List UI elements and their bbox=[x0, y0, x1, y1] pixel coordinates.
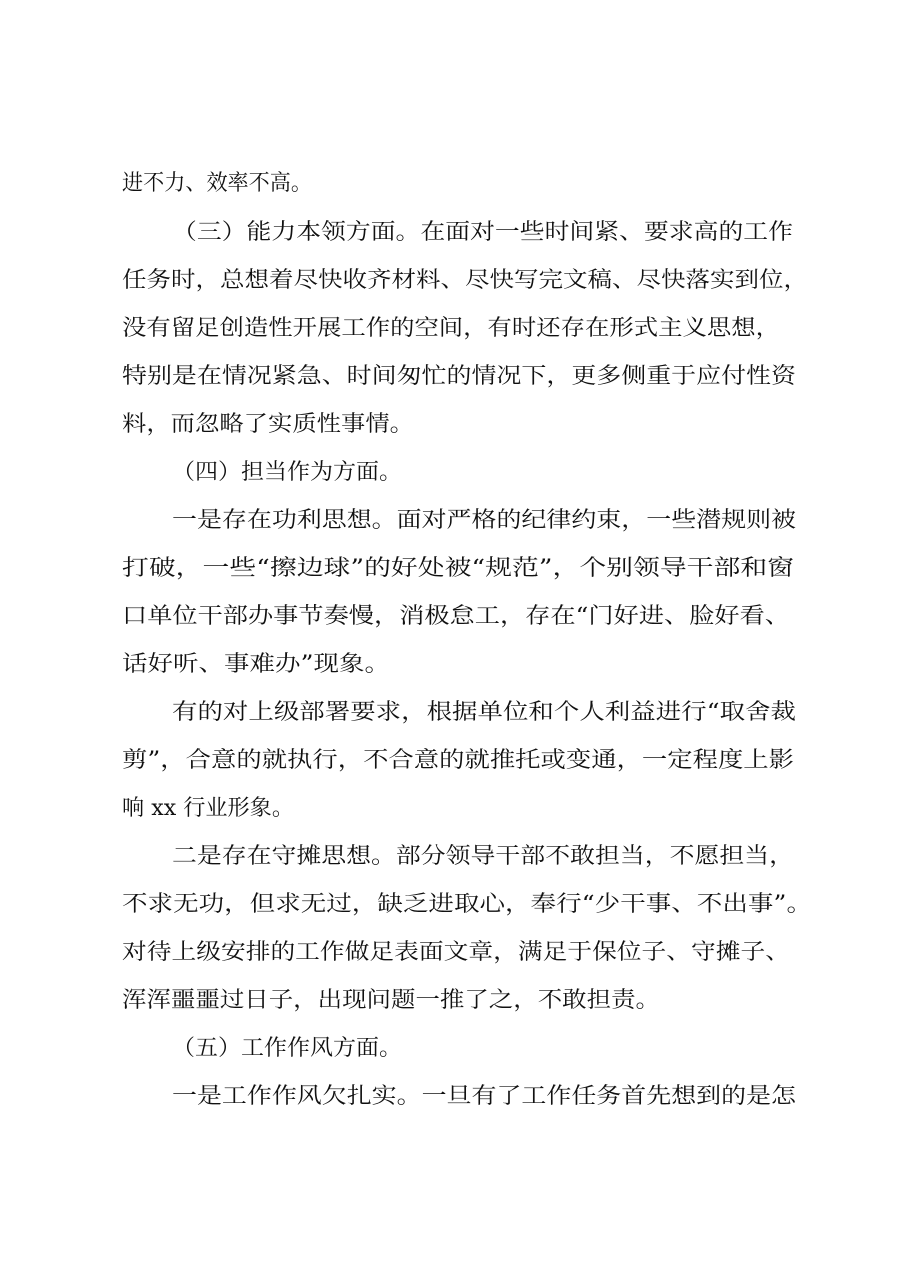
text-line bbox=[0, 643, 909, 687]
line-text: （五）工作作风方面。 bbox=[172, 1036, 402, 1061]
text-line bbox=[0, 835, 909, 879]
line-text: 响 xx 行业形象。 bbox=[122, 796, 294, 821]
text-line bbox=[0, 739, 909, 783]
line-text: 剪”，合意的就执行，不合意的就推托或变通，一定程度上影 bbox=[122, 748, 794, 773]
text-line bbox=[0, 307, 909, 351]
text-line bbox=[0, 787, 909, 831]
line-text: 话好听、事难办”现象。 bbox=[122, 652, 390, 677]
text-line bbox=[0, 979, 909, 1023]
text-line bbox=[0, 931, 909, 975]
text-line bbox=[0, 211, 909, 255]
line-text: 任务时，总想着尽快收齐材料、尽快写完文稿、尽快落实到位， bbox=[122, 268, 808, 293]
text-line bbox=[0, 259, 909, 303]
line-text: 口单位干部办事节奏慢，消极怠工，存在“门好进、脸好看、 bbox=[122, 604, 790, 629]
line-text: 特别是在情况紧急、时间匆忙的情况下，更多侧重于应付性资 bbox=[122, 364, 796, 389]
line-text: 一是工作作风欠扎实。一旦有了工作任务首先想到的是怎 bbox=[172, 1084, 796, 1109]
line-text: 有的对上级部署要求，根据单位和个人利益进行“取舍裁 bbox=[172, 700, 797, 725]
text-line bbox=[0, 547, 909, 591]
line-text: 浑浑噩噩过日子，出现问题一推了之，不敢担责。 bbox=[122, 988, 660, 1013]
text-line bbox=[0, 355, 909, 399]
line-text: 二是存在守摊思想。部分领导干部不敢担当，不愿担当， bbox=[172, 844, 794, 869]
line-text: 打破，一些“擦边球”的好处被“规范”，个别领导干部和窗 bbox=[122, 556, 794, 581]
line-text: 没有留足创造性开展工作的空间，有时还存在形式主义思想， bbox=[122, 316, 780, 341]
text-line bbox=[0, 499, 909, 543]
line-text: 不求无功，但求无过，缺乏进取心，奉行“少干事、不出事”。 bbox=[122, 892, 812, 917]
text-line bbox=[0, 595, 909, 639]
line-text: 对待上级安排的工作做足表面文章，满足于保位子、守摊子、 bbox=[122, 940, 790, 965]
text-line bbox=[0, 1027, 909, 1071]
line-text: （四）担当作为方面。 bbox=[172, 460, 402, 485]
line-text: 料，而忽略了实质性事情。 bbox=[122, 412, 414, 437]
text-line bbox=[0, 691, 909, 735]
text-line bbox=[0, 1075, 909, 1119]
text-line bbox=[0, 451, 909, 495]
line-text: （三）能力本领方面。在面对一些时间紧、要求高的工作 bbox=[172, 220, 793, 245]
text-line bbox=[0, 403, 909, 447]
line-text: 一是存在功利思想。面对严格的纪律约束，一些潜规则被 bbox=[172, 508, 796, 533]
text-line bbox=[0, 883, 909, 927]
text-line bbox=[0, 162, 909, 206]
line-text: 进不力、效率不高。 bbox=[122, 171, 312, 196]
